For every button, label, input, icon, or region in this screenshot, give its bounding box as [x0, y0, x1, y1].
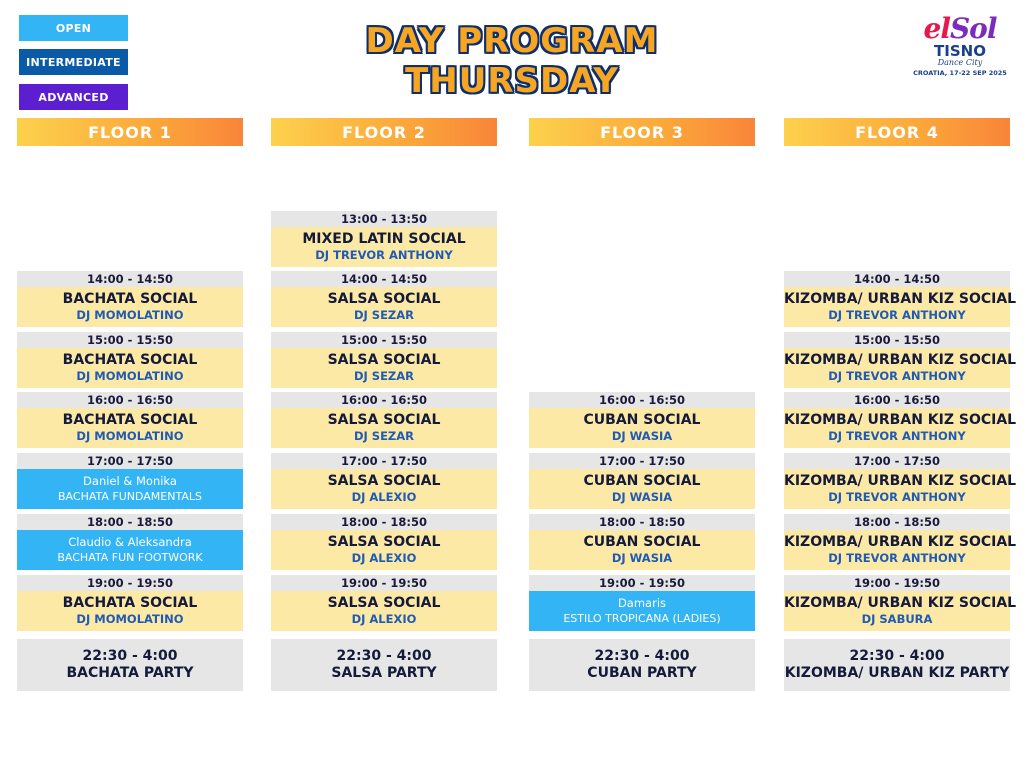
slot-event: CUBAN SOCIAL: [583, 534, 701, 550]
slot-dj: DJ TREVOR ANTHONY: [828, 308, 966, 322]
slot-dj: DJ TREVOR ANTHONY: [315, 248, 453, 262]
schedule-slot-class: [529, 575, 755, 631]
slot-event: KIZOMBA/ URBAN KIZ SOCIAL: [784, 473, 1017, 489]
floor-2-column: [271, 0, 497, 768]
slot-dj: DJ MOMOLATINO: [76, 429, 184, 443]
slot-teachers: Claudio & Aleksandra: [68, 535, 192, 549]
schedule-slot: [784, 453, 1017, 509]
slot-dj: DJ MOMOLATINO: [76, 308, 184, 322]
slot-dj: DJ ALEXIO: [351, 490, 417, 504]
slot-time: 16:00 - 16:50: [17, 392, 243, 408]
slot-event: KIZOMBA/ URBAN KIZ SOCIAL: [784, 352, 1017, 368]
slot-class-title: BACHATA FUNDAMENTALS: [58, 490, 202, 503]
schedule-slot: [784, 271, 1017, 327]
schedule-slot: [17, 392, 243, 448]
floor-1-column: [17, 0, 243, 768]
slot-dj: DJ WASIA: [611, 429, 673, 443]
slot-event: BACHATA SOCIAL: [62, 595, 198, 611]
party-slot: [529, 639, 755, 691]
schedule-slot: [271, 332, 497, 388]
schedule-slot-class: [17, 453, 243, 509]
slot-dj: DJ MOMOLATINO: [76, 369, 184, 383]
page-title: DAY PROGRAM: [365, 21, 659, 61]
slot-time: 15:00 - 15:50: [271, 332, 497, 348]
slot-time: 18:00 - 18:50: [529, 514, 755, 530]
floor-4-column: [784, 0, 1017, 768]
slot-time: 19:00 - 19:50: [271, 575, 497, 591]
schedule-slot: [271, 514, 497, 570]
slot-time: 19:00 - 19:50: [17, 575, 243, 591]
slot-event: KIZOMBA/ URBAN KIZ SOCIAL: [784, 534, 1017, 550]
slot-dj: DJ TREVOR ANTHONY: [828, 551, 966, 565]
slot-dj: DJ SABURA: [861, 612, 933, 626]
party-time: 22:30 - 4:00: [82, 648, 178, 664]
schedule-slot: [529, 514, 755, 570]
schedule-slot: [17, 271, 243, 327]
party-name: SALSA PARTY: [331, 665, 437, 681]
slot-event: SALSA SOCIAL: [327, 595, 441, 611]
floor-3-column: [529, 0, 755, 768]
slot-time: 19:00 - 19:50: [784, 575, 1010, 591]
party-name: BACHATA PARTY: [66, 665, 194, 681]
party-name: CUBAN PARTY: [587, 665, 697, 681]
slot-time: 15:00 - 15:50: [17, 332, 243, 348]
schedule-slot: [784, 514, 1017, 570]
floor-header-2: FLOOR 2: [271, 118, 497, 146]
schedule-slot: [271, 271, 497, 327]
slot-event: BACHATA SOCIAL: [62, 412, 198, 428]
slot-time: 14:00 - 14:50: [784, 271, 1010, 287]
party-name: KIZOMBA/ URBAN KIZ PARTY: [784, 665, 1010, 681]
slot-event: SALSA SOCIAL: [327, 534, 441, 550]
schedule-slot: [271, 392, 497, 448]
slot-time: 13:00 - 13:50: [271, 211, 497, 227]
party-time: 22:30 - 4:00: [336, 648, 432, 664]
slot-event: MIXED LATIN SOCIAL: [302, 231, 466, 247]
slot-dj: DJ ALEXIO: [351, 612, 417, 626]
slot-event: BACHATA SOCIAL: [62, 291, 198, 307]
slot-dj: DJ TREVOR ANTHONY: [828, 369, 966, 383]
slot-teachers: Daniel & Monika: [83, 474, 177, 488]
slot-dj: DJ SEZAR: [353, 308, 415, 322]
party-time: 22:30 - 4:00: [849, 648, 945, 664]
slot-dj: DJ TREVOR ANTHONY: [828, 429, 966, 443]
slot-time: 17:00 - 17:50: [271, 453, 497, 469]
slot-event: BACHATA SOCIAL: [62, 352, 198, 368]
slot-time: 16:00 - 16:50: [271, 392, 497, 408]
schedule-slot: [271, 453, 497, 509]
slot-event: CUBAN SOCIAL: [583, 412, 701, 428]
schedule-slot: [17, 332, 243, 388]
slot-time: 17:00 - 17:50: [17, 453, 243, 469]
slot-event: KIZOMBA/ URBAN KIZ SOCIAL: [784, 412, 1017, 428]
schedule-slot-class: [17, 514, 243, 570]
legend-intermediate: INTERMEDIATE: [19, 49, 128, 75]
floor-header-3: FLOOR 3: [529, 118, 755, 146]
slot-event: SALSA SOCIAL: [327, 473, 441, 489]
schedule-slot: [529, 392, 755, 448]
slot-event: KIZOMBA/ URBAN KIZ SOCIAL: [784, 291, 1017, 307]
logo-brand: elSol: [923, 12, 997, 45]
slot-time: 16:00 - 16:50: [784, 392, 1010, 408]
schedule-slot: [271, 211, 497, 267]
slot-time: 15:00 - 15:50: [784, 332, 1010, 348]
slot-dj: DJ SEZAR: [353, 369, 415, 383]
schedule-slot: [784, 392, 1017, 448]
floor-header-4: FLOOR 4: [784, 118, 1010, 146]
slot-dj: DJ WASIA: [611, 551, 673, 565]
slot-event: KIZOMBA/ URBAN KIZ SOCIAL: [784, 595, 1017, 611]
slot-time: 17:00 - 17:50: [529, 453, 755, 469]
slot-dj: DJ TREVOR ANTHONY: [828, 490, 966, 504]
slot-class-title: ESTILO TROPICANA (LADIES): [563, 612, 721, 625]
slot-time: 18:00 - 18:50: [17, 514, 243, 530]
party-slot: [17, 639, 243, 691]
party-time: 22:30 - 4:00: [594, 648, 690, 664]
logo-tagline: Dance City: [937, 58, 983, 67]
legend-advanced: ADVANCED: [19, 84, 128, 110]
slot-time: 18:00 - 18:50: [784, 514, 1010, 530]
page-subtitle-day: THURSDAY: [405, 61, 619, 101]
party-slot: [784, 639, 1010, 691]
slot-time: 16:00 - 16:50: [529, 392, 755, 408]
slot-event: SALSA SOCIAL: [327, 412, 441, 428]
party-slot: [271, 639, 497, 691]
slot-event: CUBAN SOCIAL: [583, 473, 701, 489]
floor-header-1: FLOOR 1: [17, 118, 243, 146]
schedule-slot: [271, 575, 497, 631]
slot-event: SALSA SOCIAL: [327, 352, 441, 368]
slot-dj: DJ MOMOLATINO: [76, 612, 184, 626]
slot-class-title: BACHATA FUN FOOTWORK: [57, 551, 203, 564]
schedule-slot: [784, 575, 1017, 631]
slot-time: 19:00 - 19:50: [529, 575, 755, 591]
slot-dj: DJ SEZAR: [353, 429, 415, 443]
slot-dj: DJ WASIA: [611, 490, 673, 504]
logo-city: TISNO: [934, 42, 986, 60]
slot-time: 17:00 - 17:50: [784, 453, 1010, 469]
slot-teachers: Damaris: [617, 596, 667, 610]
slot-time: 18:00 - 18:50: [271, 514, 497, 530]
slot-event: SALSA SOCIAL: [327, 291, 441, 307]
schedule-slot: [17, 575, 243, 631]
slot-dj: DJ ALEXIO: [351, 551, 417, 565]
logo-date: CROATIA, 17-22 SEP 2025: [913, 69, 1007, 77]
legend-open: OPEN: [19, 15, 128, 41]
slot-time: 14:00 - 14:50: [17, 271, 243, 287]
schedule-slot: [529, 453, 755, 509]
schedule-slot: [784, 332, 1017, 388]
slot-time: 14:00 - 14:50: [271, 271, 497, 287]
